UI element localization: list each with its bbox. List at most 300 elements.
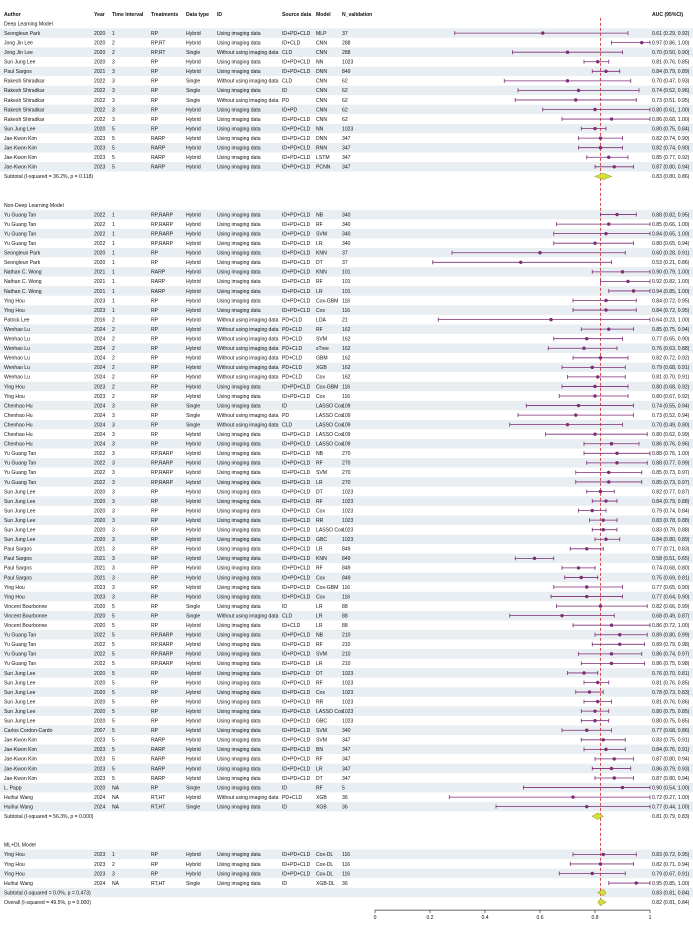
- point-estimate: [593, 709, 596, 712]
- cell-year: 2023: [94, 861, 106, 868]
- cell-id: Using imaging data: [217, 250, 261, 257]
- cell-treat: RP: [151, 584, 159, 591]
- cell-dtype: Hybrid: [186, 661, 201, 668]
- cell-year: 2023: [94, 584, 106, 591]
- cell-nval: 101: [342, 269, 351, 276]
- point-estimate: [607, 471, 610, 474]
- cell-nval: 109: [342, 432, 351, 439]
- cell-dtype: Hybrid: [186, 689, 201, 696]
- cell-source: ID+PD+CLD: [282, 642, 311, 649]
- cell-nval: 116: [342, 871, 351, 878]
- cell-model: RR: [316, 517, 324, 524]
- point-estimate: [599, 356, 602, 359]
- cell-interval: 2: [112, 50, 115, 57]
- cell-author: Sun Jung Lee: [4, 489, 36, 496]
- cell-source: ID+PD+CLD: [282, 527, 311, 534]
- cell-interval: 1: [112, 30, 115, 37]
- cell-model: DNN: [316, 135, 328, 142]
- auc-label: 0.80 (0.65, 0.94): [652, 241, 690, 248]
- cell-author: Yu Guang Tan: [4, 661, 37, 668]
- cell-treat: RP: [151, 317, 159, 324]
- cell-id: Without using imaging data: [217, 412, 279, 419]
- cell-nval: 1023: [342, 126, 354, 133]
- auc-label: 0.80 (0.68, 0.92): [652, 384, 690, 391]
- cell-id: Using imaging data: [217, 565, 261, 572]
- cell-author: Yu Guang Tan: [4, 632, 37, 639]
- cell-id: Using imaging data: [217, 728, 261, 735]
- cell-model: LR: [316, 661, 323, 668]
- point-estimate: [593, 433, 596, 436]
- auc-label: 0.77 (0.64, 0.90): [652, 594, 690, 601]
- cell-model: CNN: [316, 97, 328, 104]
- cell-year: 2022: [94, 116, 106, 123]
- cell-author: Sun Jung Lee: [4, 498, 36, 505]
- cell-model: NN: [316, 59, 324, 66]
- cell-nval: 1023: [342, 498, 354, 505]
- cell-treat: RP: [151, 412, 159, 419]
- cell-nval: 162: [342, 326, 351, 333]
- cell-year: 2024: [94, 326, 106, 333]
- cell-nval: 1023: [342, 708, 354, 715]
- auc-label: 0.87 (0.80, 0.94): [652, 756, 690, 763]
- cell-nval: 37: [342, 250, 348, 257]
- cell-nval: 340: [342, 221, 351, 228]
- cell-author: Vincent Bourbonne: [4, 623, 48, 630]
- cell-interval: 3: [112, 498, 115, 505]
- cell-nval: 36: [342, 880, 348, 887]
- cell-interval: 3: [112, 422, 115, 429]
- cell-treat: RP,RT: [151, 50, 166, 57]
- auc-label: 0.87 (0.80, 0.94): [652, 775, 690, 782]
- cell-source: ID+CLD: [282, 40, 301, 47]
- cell-interval: 2: [112, 393, 115, 400]
- cell-interval: 3: [112, 508, 115, 515]
- cell-author: Sun Jung Lee: [4, 126, 36, 133]
- cell-model: Cox: [316, 307, 326, 314]
- point-estimate: [541, 31, 544, 34]
- auc-label: 0.77 (0.71, 0.83): [652, 546, 690, 553]
- cell-treat: RP: [151, 728, 159, 735]
- cell-interval: 3: [112, 489, 115, 496]
- cell-source: ID+PD+CLD: [282, 260, 311, 267]
- cell-dtype: Single: [186, 78, 201, 85]
- cell-dtype: Hybrid: [186, 317, 201, 324]
- cell-dtype: Hybrid: [186, 537, 201, 544]
- point-estimate: [593, 108, 596, 111]
- cell-author: Sun Jung Lee: [4, 708, 36, 715]
- cell-source: ID: [282, 880, 288, 887]
- cell-treat: RARP: [151, 145, 166, 152]
- cell-year: 2021: [94, 279, 106, 286]
- cell-id: Using imaging data: [217, 145, 261, 152]
- point-estimate: [607, 480, 610, 483]
- cell-year: 2021: [94, 269, 106, 276]
- cell-year: 2020: [94, 126, 106, 133]
- cell-author: Nathan C. Wong: [4, 288, 42, 295]
- cell-nval: 347: [342, 145, 351, 152]
- cell-treat: RP: [151, 307, 159, 314]
- cell-id: Without using imaging data: [217, 613, 279, 620]
- cell-treat: RARP: [151, 155, 166, 162]
- cell-model: RF: [316, 498, 323, 505]
- cell-source: ID+PD+CLD: [282, 537, 311, 544]
- cell-author: Seongleun Park: [4, 30, 41, 37]
- cell-interval: 5: [112, 623, 115, 630]
- cell-interval: 3: [112, 584, 115, 591]
- cell-year: 2020: [94, 613, 106, 620]
- cell-treat: RARP: [151, 766, 166, 773]
- auc-label: 0.83 (0.81, 0.84): [652, 890, 690, 897]
- cell-nval: 210: [342, 632, 351, 639]
- cell-nval: 849: [342, 546, 351, 553]
- cell-author: Huihui Wang: [4, 804, 33, 811]
- cell-author: Jae-Kwon Kim: [4, 775, 37, 782]
- point-estimate: [604, 299, 607, 302]
- auc-label: 0.73 (0.51, 0.95): [652, 97, 690, 104]
- cell-nval: 1023: [342, 670, 354, 677]
- cell-source: ID+PD+CLD: [282, 680, 311, 687]
- cell-id: Using imaging data: [217, 804, 261, 811]
- cell-source: ID+PD+CLD: [282, 460, 311, 467]
- cell-source: ID+PD+CLD: [282, 288, 311, 295]
- cell-treat: RP: [151, 613, 159, 620]
- point-estimate: [596, 681, 599, 684]
- point-estimate: [599, 146, 602, 149]
- cell-interval: 1: [112, 231, 115, 238]
- cell-year: 2024: [94, 346, 106, 353]
- cell-source: ID+PD+CLD: [282, 126, 311, 133]
- cell-source: ID+PD+CLD: [282, 30, 311, 37]
- point-estimate: [577, 89, 580, 92]
- auc-label: 0.72 (0.27, 1.00): [652, 794, 690, 801]
- cell-model: KNN: [316, 250, 327, 257]
- cell-interval: 3: [112, 546, 115, 553]
- auc-label: 0.89 (0.79, 0.98): [652, 642, 690, 649]
- cell-author: Jae-Kwon Kim: [4, 155, 37, 162]
- cell-year: 2020: [94, 40, 106, 47]
- auc-label: 0.60 (0.28, 0.91): [652, 250, 690, 257]
- cell-source: ID+PD+CLD: [282, 498, 311, 505]
- cell-source: CLD: [282, 50, 293, 57]
- cell-nval: 162: [342, 355, 351, 362]
- cell-nval: 1023: [342, 718, 354, 725]
- cell-nval: 116: [342, 384, 351, 391]
- cell-source: ID: [282, 785, 288, 792]
- cell-model: CNN: [316, 40, 328, 47]
- cell-treat: RP,RARP: [151, 632, 173, 639]
- auc-label: 0.92 (0.82, 1.00): [652, 279, 690, 286]
- cell-year: 2024: [94, 804, 106, 811]
- cell-dtype: Hybrid: [186, 288, 201, 295]
- cell-id: Without using imaging data: [217, 317, 279, 324]
- point-estimate: [613, 776, 616, 779]
- cell-author: Sun Jung Lee: [4, 517, 36, 524]
- cell-nval: 1023: [342, 508, 354, 515]
- point-estimate: [635, 881, 638, 884]
- cell-interval: NA: [112, 804, 120, 811]
- cell-model: Cox-DL: [316, 871, 334, 878]
- auc-label: 0.86 (0.72, 1.00): [652, 623, 690, 630]
- point-estimate: [582, 347, 585, 350]
- cell-model: LR: [316, 766, 323, 773]
- point-estimate: [585, 805, 588, 808]
- cell-id: Without using imaging data: [217, 346, 279, 353]
- cell-nval: 1023: [342, 699, 354, 706]
- cell-author: Jong Jin Lee: [4, 40, 33, 47]
- point-estimate: [596, 60, 599, 63]
- cell-model: KNN: [316, 556, 327, 563]
- cell-treat: RP: [151, 355, 159, 362]
- cell-model: LDA: [316, 317, 326, 324]
- cell-model: sTree: [316, 346, 329, 353]
- cell-author: Rakesh Shiradkar: [4, 78, 45, 85]
- cell-source: ID: [282, 603, 288, 610]
- cell-nval: 162: [342, 346, 351, 353]
- auc-label: 0.83 (0.72, 0.95): [652, 852, 690, 859]
- cell-treat: RP: [151, 59, 159, 66]
- point-estimate: [610, 442, 613, 445]
- point-estimate: [519, 261, 522, 264]
- cell-nval: 270: [342, 470, 351, 477]
- point-estimate: [602, 528, 605, 531]
- cell-model: LASSO Cox: [316, 412, 344, 419]
- cell-year: 2020: [94, 670, 106, 677]
- header-nval: N_validation: [342, 11, 373, 18]
- cell-author: Vincent Bourbonne: [4, 603, 48, 610]
- cell-treat: RARP: [151, 269, 166, 276]
- cell-source: ID+PD+CLD: [282, 135, 311, 142]
- cell-author: Wenhao Lu: [4, 374, 30, 381]
- group-label: Non-Deep Learning Model: [4, 202, 64, 209]
- cell-model: XGB-DL: [316, 880, 335, 887]
- cell-author: Yu Guang Tan: [4, 221, 37, 228]
- auc-label: 0.88 (0.76, 1.00): [652, 451, 690, 458]
- cell-year: 2023: [94, 737, 106, 744]
- cell-interval: 3: [112, 69, 115, 76]
- cell-model: DT: [316, 775, 323, 782]
- cell-interval: 3: [112, 116, 115, 123]
- cell-source: ID+PD+CLD: [282, 432, 311, 439]
- cell-treat: RP: [151, 689, 159, 696]
- cell-treat: RP: [151, 708, 159, 715]
- cell-dtype: Hybrid: [186, 489, 201, 496]
- cell-model: XGB: [316, 794, 327, 801]
- cell-id: Using imaging data: [217, 88, 261, 95]
- auc-label: 0.81 (0.76, 0.85): [652, 680, 690, 687]
- cell-model: LASSO Cox: [316, 403, 344, 410]
- cell-author: Ying Hou: [4, 298, 25, 305]
- cell-model: XGB: [316, 804, 327, 811]
- cell-source: PD: [282, 97, 290, 104]
- cell-year: 2023: [94, 155, 106, 162]
- cell-nval: 1023: [342, 59, 354, 66]
- cell-id: Using imaging data: [217, 766, 261, 773]
- cell-treat: RP,RARP: [151, 241, 173, 248]
- cell-id: Using imaging data: [217, 384, 261, 391]
- auc-label: 0.80 (0.61, 1.00): [652, 107, 690, 114]
- cell-author: Ying Hou: [4, 393, 25, 400]
- cell-id: Using imaging data: [217, 221, 261, 228]
- auc-label: 0.53 (0.21, 0.86): [652, 260, 690, 267]
- cell-treat: RP: [151, 298, 159, 305]
- cell-id: Without using imaging data: [217, 374, 279, 381]
- subtotal-label: Subtotal (I-squared = 56.3%, p = 0.000): [4, 814, 94, 821]
- cell-model: SVM: [316, 728, 328, 735]
- point-estimate: [585, 595, 588, 598]
- cell-treat: RP: [151, 556, 159, 563]
- cell-model: GBC: [316, 718, 328, 725]
- cell-author: Sun Jung Lee: [4, 680, 36, 687]
- cell-year: 2023: [94, 164, 106, 171]
- cell-id: Using imaging data: [217, 537, 261, 544]
- cell-id: Using imaging data: [217, 785, 261, 792]
- point-estimate: [566, 51, 569, 54]
- auc-label: 0.83 (0.79, 0.88): [652, 527, 690, 534]
- cell-year: 2021: [94, 575, 106, 582]
- cell-nval: 162: [342, 365, 351, 372]
- cell-author: Ying Hou: [4, 594, 25, 601]
- cell-treat: RP: [151, 785, 159, 792]
- cell-id: Using imaging data: [217, 623, 261, 630]
- cell-source: PD+CLD: [282, 365, 303, 372]
- cell-nval: 37: [342, 260, 348, 267]
- cell-treat: RP: [151, 374, 159, 381]
- cell-model: Cox: [316, 575, 326, 582]
- cell-model: Cox-DL: [316, 852, 334, 859]
- cell-treat: RP: [151, 69, 159, 76]
- cell-id: Without using imaging data: [217, 422, 279, 429]
- cell-source: ID+PD+CLD: [282, 441, 311, 448]
- cell-id: Using imaging data: [217, 508, 261, 515]
- cell-year: 2022: [94, 651, 106, 658]
- cell-dtype: Hybrid: [186, 708, 201, 715]
- cell-nval: 1023: [342, 537, 354, 544]
- cell-id: Using imaging data: [217, 699, 261, 706]
- cell-id: Using imaging data: [217, 584, 261, 591]
- cell-year: 2007: [94, 728, 106, 735]
- cell-id: Using imaging data: [217, 393, 261, 400]
- cell-nval: 270: [342, 479, 351, 486]
- cell-source: ID+PD+CLD: [282, 384, 311, 391]
- cell-author: Ying Hou: [4, 584, 25, 591]
- cell-year: 2022: [94, 451, 106, 458]
- cell-treat: RP: [151, 126, 159, 133]
- cell-model: RF: [316, 565, 323, 572]
- auc-label: 0.80 (0.75, 0.85): [652, 718, 690, 725]
- cell-dtype: Hybrid: [186, 871, 201, 878]
- cell-dtype: Single: [186, 88, 201, 95]
- cell-author: Sun Jung Lee: [4, 508, 36, 515]
- cell-nval: 347: [342, 775, 351, 782]
- cell-year: 2022: [94, 479, 106, 486]
- cell-year: 2023: [94, 384, 106, 391]
- cell-interval: 3: [112, 78, 115, 85]
- cell-id: Using imaging data: [217, 155, 261, 162]
- cell-dtype: Hybrid: [186, 718, 201, 725]
- point-estimate: [585, 585, 588, 588]
- cell-author: Ying Hou: [4, 384, 25, 391]
- cell-interval: NA: [112, 785, 120, 792]
- cell-nval: 340: [342, 728, 351, 735]
- auc-label: 0.86 (0.75, 0.98): [652, 661, 690, 668]
- cell-treat: RP: [151, 718, 159, 725]
- cell-id: Using imaging data: [217, 594, 261, 601]
- point-estimate: [574, 98, 577, 101]
- cell-id: Using imaging data: [217, 231, 261, 238]
- cell-treat: RP: [151, 78, 159, 85]
- cell-interval: 2: [112, 317, 115, 324]
- cell-id: Using imaging data: [217, 489, 261, 496]
- cell-dtype: Hybrid: [186, 326, 201, 333]
- cell-year: 2023: [94, 307, 106, 314]
- cell-nval: 109: [342, 441, 351, 448]
- cell-author: Nathan C. Wong: [4, 269, 42, 276]
- cell-nval: 162: [342, 336, 351, 343]
- cell-nval: 210: [342, 651, 351, 658]
- cell-source: CLD: [282, 78, 293, 85]
- cell-year: 2021: [94, 546, 106, 553]
- cell-source: ID+PD+CLD: [282, 718, 311, 725]
- cell-interval: 5: [112, 737, 115, 744]
- cell-year: 2022: [94, 642, 106, 649]
- cell-dtype: Hybrid: [186, 546, 201, 553]
- auc-label: 0.84 (0.76, 0.91): [652, 747, 690, 754]
- cell-interval: 2: [112, 374, 115, 381]
- cell-treat: RP: [151, 432, 159, 439]
- cell-interval: 5: [112, 145, 115, 152]
- cell-dtype: Hybrid: [186, 498, 201, 505]
- cell-interval: 5: [112, 613, 115, 620]
- point-estimate: [577, 404, 580, 407]
- cell-author: Rakesh Shiradkar: [4, 116, 45, 123]
- cell-treat: RP: [151, 422, 159, 429]
- cell-model: NB: [316, 632, 324, 639]
- cell-id: Using imaging data: [217, 107, 261, 114]
- cell-treat: RARP: [151, 279, 166, 286]
- cell-interval: 5: [112, 642, 115, 649]
- cell-nval: 116: [342, 298, 351, 305]
- cell-treat: RP: [151, 508, 159, 515]
- point-estimate: [593, 127, 596, 130]
- cell-year: 2024: [94, 441, 106, 448]
- cell-model: LR: [316, 479, 323, 486]
- cell-model: Cox: [316, 594, 326, 601]
- point-estimate: [604, 70, 607, 73]
- cell-interval: 3: [112, 97, 115, 104]
- cell-source: ID+PD+CLD: [282, 852, 311, 859]
- auc-label: 0.61 (0.29, 0.92): [652, 30, 690, 37]
- cell-treat: RP: [151, 336, 159, 343]
- auc-label: 0.75 (0.69, 0.81): [652, 575, 690, 582]
- cell-id: Using imaging data: [217, 164, 261, 171]
- x-tick-label: 0.2: [426, 915, 434, 922]
- cell-interval: 3: [112, 432, 115, 439]
- cell-author: Carlos Cordon-Cardo: [4, 728, 53, 735]
- cell-nval: 347: [342, 164, 351, 171]
- cell-model: GBM: [316, 355, 328, 362]
- cell-interval: 5: [112, 728, 115, 735]
- cell-author: Yu Guang Tan: [4, 212, 37, 219]
- cell-model: LR: [316, 623, 323, 630]
- cell-source: ID: [282, 403, 288, 410]
- point-estimate: [621, 786, 624, 789]
- header-interval: Time Interval: [112, 11, 144, 18]
- cell-interval: 3: [112, 594, 115, 601]
- cell-model: DNN: [316, 69, 328, 76]
- cell-treat: RP: [151, 699, 159, 706]
- cell-id: Using imaging data: [217, 670, 261, 677]
- cell-model: Cox: [316, 374, 326, 381]
